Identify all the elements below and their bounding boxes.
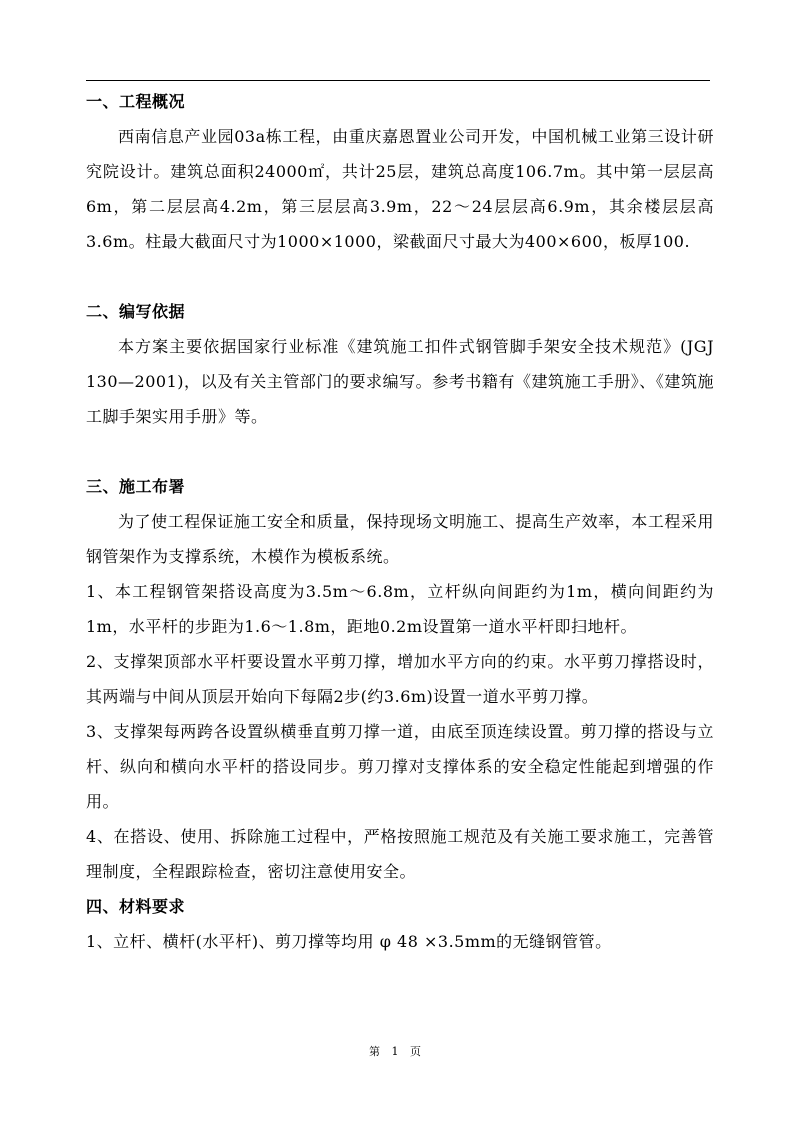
section-3-item-3: 3、支撑架每两跨各设置纵横垂直剪刀撑一道，由底至顶连续设置。剪刀撑的搭设与立杆、纵向和横向水平杆的搭设同步。剪刀撑对支撑体系的安全稳定性能起到增强的作用。 bbox=[86, 722, 714, 811]
header-rule bbox=[86, 80, 710, 81]
page-number: 第 1 页 bbox=[369, 1045, 425, 1058]
section-3-item-1: 1、本工程钢管架搭设高度为3.5m～6.8m，立杆纵向间距约为1m，横向间距约为1m，水平杆的步距为1.6～1.8m，距地0.2m设置第一道水平杆即扫地杆。 bbox=[86, 582, 714, 636]
section-1-paragraph: 西南信息产业园03a栋工程，由重庆嘉恩置业公司开发，中国机械工业第三设计研究院设计。建筑总面积24000㎡，共计25层，建筑总高度106.7m。其中第一层层高6m，第二层层高4.2m，第三层层高3.9m，22～24层层高6.9m，其余楼层层高3.6m。柱最大截面尺寸为1000×1000，梁截面尺寸最大为400×600，板厚100. bbox=[86, 127, 714, 251]
section-4-item-1: 1、立杆、横杆(水平杆)、剪刀撑等均用 φ 48 ×3.5mm的无缝钢管管。 bbox=[86, 932, 612, 951]
section-3-item-2: 2、支撑架顶部水平杆要设置水平剪刀撑，增加水平方向的约束。水平剪刀撑搭设时，其两端与中间从顶层开始向下每隔2步(约3.6m)设置一道水平剪刀撑。 bbox=[86, 652, 714, 706]
section-3-item-4: 4、在搭设、使用、拆除施工过程中，严格按照施工规范及有关施工要求施工，完善管理制度，全程跟踪检查，密切注意使用安全。 bbox=[86, 827, 714, 881]
section-3-intro: 为了使工程保证施工安全和质量，保持现场文明施工、提高生产效率，本工程采用钢管架作为支撑系统，木模作为模板系统。 bbox=[86, 512, 714, 566]
document-body bbox=[86, 84, 714, 959]
section-2-heading: 二、编写依据 bbox=[86, 302, 186, 321]
section-2-paragraph: 本方案主要依据国家行业标准《建筑施工扣件式钢管脚手架安全技术规范》(JGJ 130—2001)，以及有关主管部门的要求编写。参考书籍有《建筑施工手册》、《建筑施工脚手架实用手册》等。 bbox=[86, 337, 714, 426]
section-1-heading: 一、工程概况 bbox=[86, 92, 186, 111]
section-gap bbox=[86, 434, 714, 469]
section-gap bbox=[86, 259, 714, 294]
section-3-heading: 三、施工布署 bbox=[86, 477, 186, 496]
section-4-heading: 四、材料要求 bbox=[86, 897, 186, 916]
